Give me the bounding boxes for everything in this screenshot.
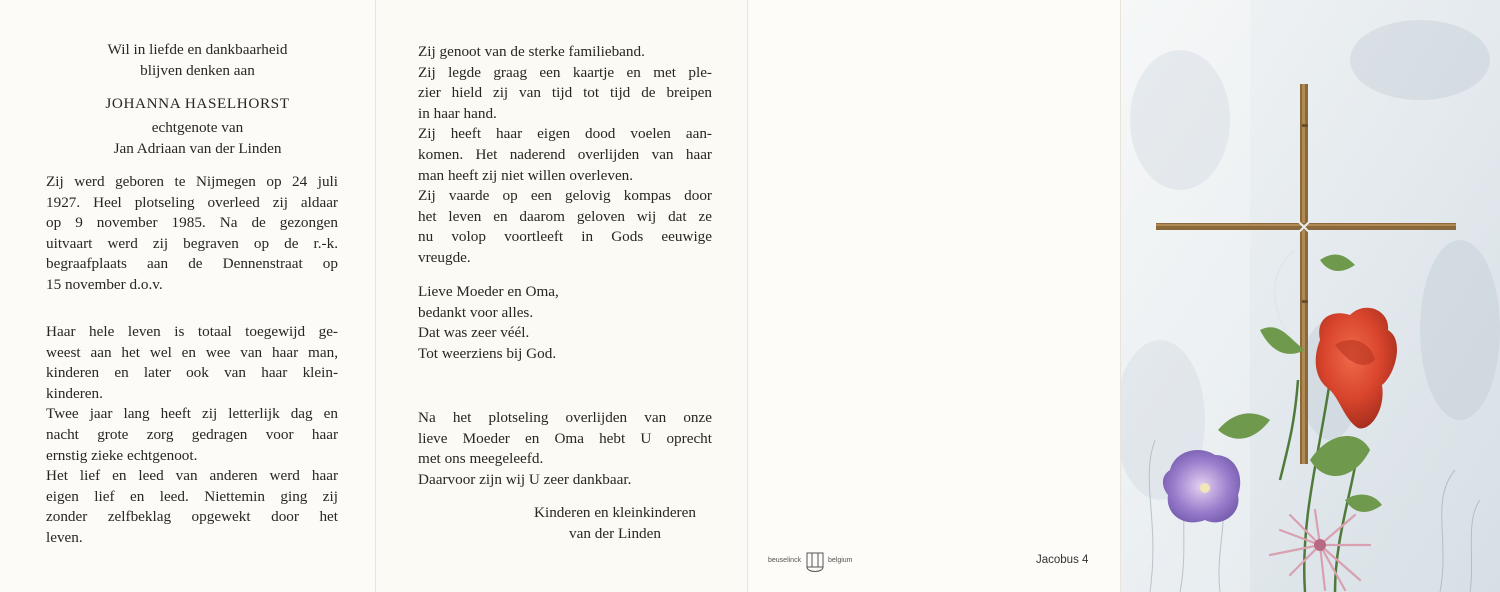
text-line: Zij vaarde op een gelovig kompas door [418, 187, 712, 205]
text-line: Het lief en leed van anderen werd haar [46, 467, 338, 485]
card-panel-blank [747, 0, 1120, 592]
violet-flower [1163, 450, 1240, 522]
text-line: ernstig zieke echtgenoot. [46, 446, 198, 464]
text-line: Lieve Moeder en Oma, [418, 283, 559, 300]
text-line: komen. Het naderend overlijden van haar [418, 145, 712, 163]
text-line: in haar hand. [418, 104, 497, 122]
signature-line: Kinderen en kleinkinderen [534, 504, 696, 521]
text-line: Twee jaar lang heeft zij letterlijk dag en [46, 405, 338, 423]
text-line: Tot weerziens bij God. [418, 344, 557, 362]
spouse-name: Jan Adriaan van der Linden [113, 139, 282, 157]
text-line: vreugde. [418, 248, 471, 266]
text-line: Dat was zeer véél. [418, 324, 530, 342]
thanks-paragraph [418, 408, 712, 490]
text-line: Daarvoor zijn wij U zeer dankbaar. [418, 470, 632, 488]
text-line: Zij heeft haar eigen dood voelen aan- [418, 125, 712, 143]
text-line: het leven en daarom geloven wij dat ze [418, 207, 712, 225]
text-line: Zij legde graag een kaartje en met ple- [418, 63, 712, 81]
intro-text [40, 40, 355, 81]
text-line: Na het plotseling overlijden van onze [418, 409, 712, 426]
text-line: Haar hele leven is totaal toegewijd ge- [46, 323, 338, 340]
text-line: nacht grote zorg gedragen voor haar [46, 425, 338, 443]
text-line: eigen lief en leed. Niettemin ging zij [46, 487, 338, 505]
text-line: zier hield zij van tijd tot tijd de breipen [418, 84, 712, 102]
text-line: met ons meegeleefd. [418, 450, 544, 468]
text-line: op 9 november 1985. Na de gezongen [46, 214, 338, 232]
text-line: man heeft zij niet willen overleven. [418, 166, 634, 184]
text-line: nu volop voortleeft in Gods eeuwige [418, 228, 712, 246]
deceased-name: JOHANNA HASELHORST [105, 95, 290, 112]
farewell-paragraph [418, 282, 712, 364]
text-line: uitvaart werd zij begraven op de r.-k. [46, 234, 338, 252]
logo-mark-icon [804, 551, 826, 575]
text-line: 1927. Heel plotseling overleed zij aldaar [46, 193, 338, 211]
intro-line: blijven denken aan [140, 61, 255, 79]
printer-logo [768, 551, 858, 575]
logo-left-text: beuselinck [768, 557, 802, 564]
cross-flowers-photo [1120, 0, 1500, 592]
text-line: begraafplaats aan de Dennenstraat op [46, 255, 338, 273]
fold-line-1 [375, 0, 376, 592]
text-line: 15 november d.o.v. [46, 275, 163, 293]
text-line: Zij genoot van de sterke familieband. [418, 43, 645, 60]
text-line: zonder zelfbeklag opgewekt door het [46, 508, 338, 526]
text-line: kinderen en later ook van haar klein- [46, 364, 338, 382]
card-photo-panel [1120, 0, 1500, 592]
signature-line: van der Linden [569, 524, 661, 542]
card-code: Jacobus 4 [1036, 554, 1089, 566]
text-line: leven. [46, 528, 83, 546]
text-line: lieve Moeder en Oma hebt U oprecht [418, 429, 712, 447]
spouse-label: echtgenote van [151, 119, 244, 136]
intro-line: Wil in liefde en dankbaarheid [107, 41, 288, 58]
spouse-block [40, 118, 355, 159]
text-line: weest aan het wel en wee van haar man, [46, 343, 338, 361]
fold-line-2 [747, 0, 748, 592]
text-line: Zij werd geboren te Nijmegen op 24 juli [46, 173, 338, 190]
life-paragraph [46, 322, 338, 549]
character-paragraph [418, 42, 712, 269]
bio-paragraph [46, 172, 338, 296]
signature-block [505, 503, 725, 544]
fold-line-3 [1120, 0, 1121, 592]
text-line: kinderen. [46, 384, 103, 402]
logo-right-text: belgium [828, 557, 853, 564]
text-line: bedankt voor alles. [418, 303, 534, 321]
